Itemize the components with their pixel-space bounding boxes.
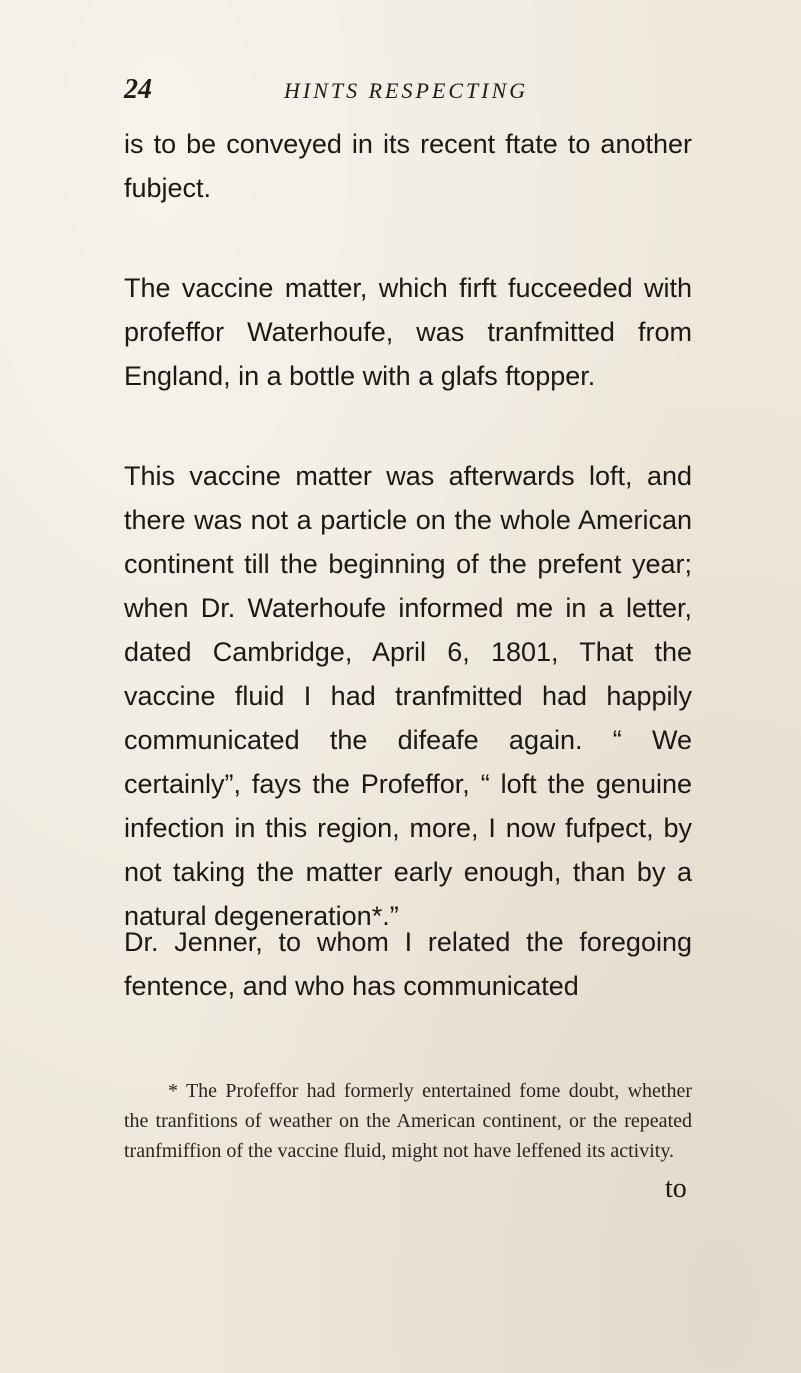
paragraph-3: This vaccine matter was afterwards loft, and there was not a particle on the whole American continent till the beginning of the prefent year; when Dr. Waterhoufe informed me in a letter, dated Cambridge, April 6, 1801, That the vaccine fluid I had tranfmitted had happily communicated the difeafe again. “ We certainly”, fays the Profeffor, “ loft the genuine infection in this region, more, I now fufpect, by not taking the matter early enough, than by a natural degeneration*.” — [124, 461, 692, 931]
paragraph-4: Dr. Jenner, to whom I related the foregoing fentence, and who has communicated — [124, 927, 692, 1001]
running-head: HINTS RESPECTING — [284, 78, 529, 103]
paragraph-1: is to be conveyed in its recent ftate to another fubject. — [124, 129, 692, 203]
catchword: to — [665, 1173, 687, 1204]
paragraph-2: The vaccine matter, which firft fucceeded with profeffor Waterhoufe, was tranfmitted from England, in a bottle with a glafs ftopper. — [124, 273, 692, 391]
footnote: * The Profeffor had formerly entertained fome doubt, whether the tranfitions of weather on the American continent, or the repeated tranfmiffion of the vaccine fluid, might not have leffened its activity. — [124, 1080, 692, 1162]
page-header — [124, 74, 684, 114]
page-number: 24 — [124, 74, 152, 105]
